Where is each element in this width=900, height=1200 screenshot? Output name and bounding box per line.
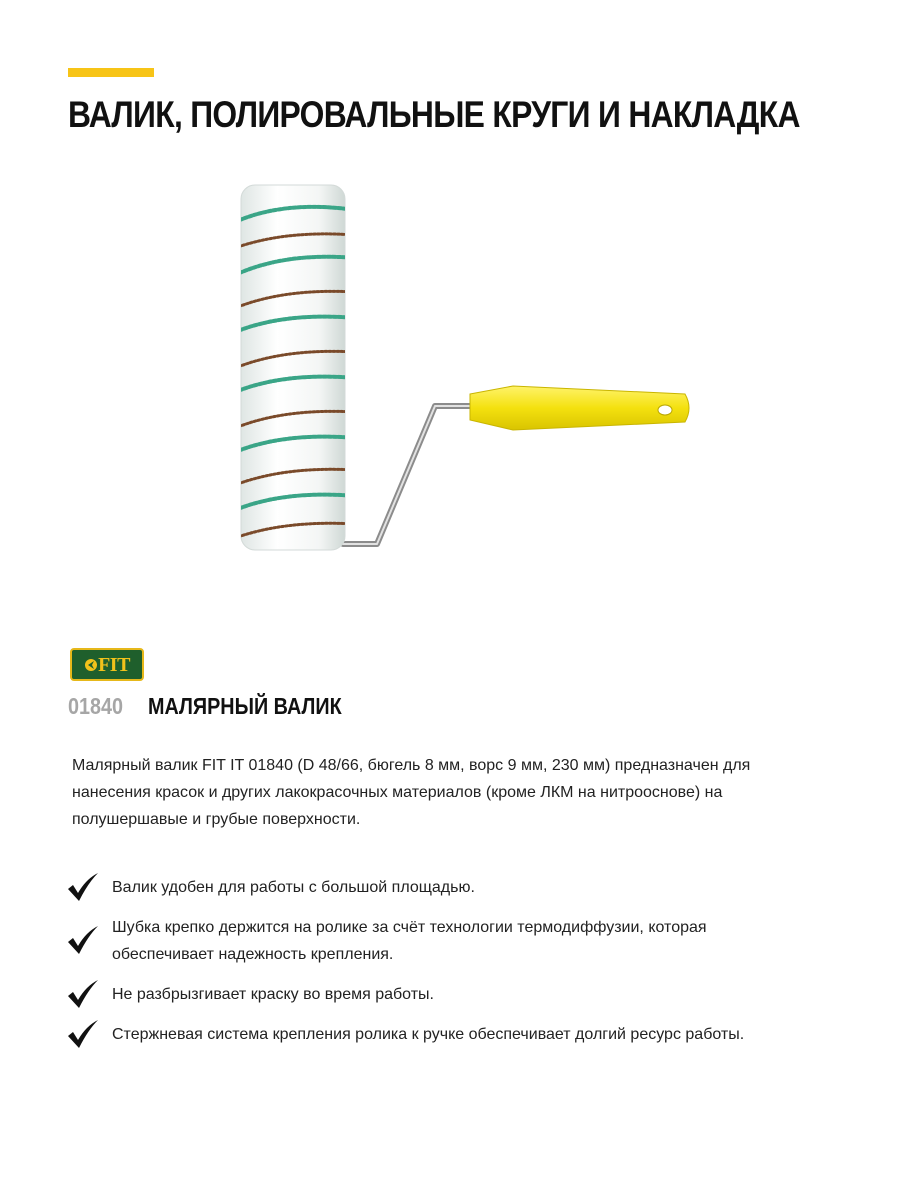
feature-text: Шубка крепко держится на ролике за счёт технологии термодиффузии, которая обеспечивает надежность крепления.	[112, 919, 707, 963]
product-description: Малярный валик FIT IT 01840 (D 48/66, бюгель 8 мм, ворс 9 мм, 230 мм) предназначен для нанесения красок и других лакокрасочных материалов (кроме ЛКМ на нитрооснове) на полушершавые и грубые поверхности.	[72, 757, 751, 828]
paint-roller-image	[225, 180, 705, 560]
logo-mark-icon	[84, 658, 98, 672]
checkmark-icon	[66, 978, 100, 1010]
brand-logo-text: FIT	[98, 653, 130, 676]
feature-item	[66, 1021, 786, 1048]
feature-text: Валик удобен для работы с большой площадью.	[112, 879, 475, 896]
feature-item	[66, 874, 786, 901]
title-accent-bar	[68, 68, 154, 77]
checkmark-icon	[66, 871, 100, 903]
product-header	[68, 693, 373, 720]
feature-text: Стержневая система крепления ролика к ручке обеспечивает долгий ресурс работы.	[112, 1026, 745, 1043]
feature-item	[66, 914, 786, 968]
checkmark-icon	[66, 1018, 100, 1050]
feature-item	[66, 981, 786, 1008]
feature-list	[66, 874, 786, 1048]
feature-text: Не разбрызгивает краску во время работы.	[112, 986, 434, 1003]
checkmark-icon	[66, 924, 100, 956]
product-name: МАЛЯРНЫЙ ВАЛИК	[148, 693, 342, 719]
page-title: ВАЛИК, ПОЛИРОВАЛЬНЫЕ КРУГИ И НАКЛАДКА	[68, 94, 800, 135]
brand-logo	[70, 648, 144, 681]
product-sku: 01840	[68, 693, 124, 719]
